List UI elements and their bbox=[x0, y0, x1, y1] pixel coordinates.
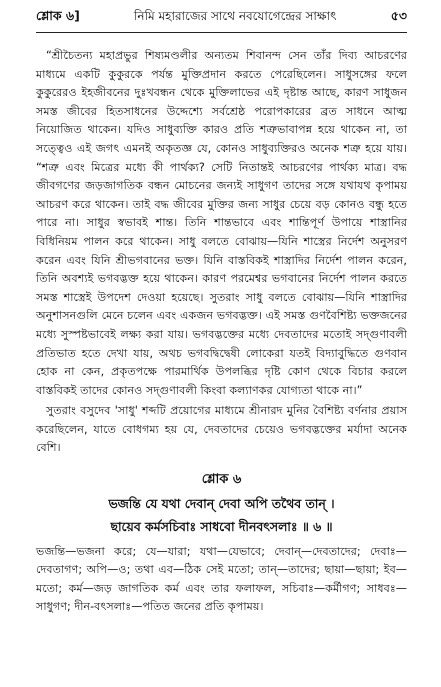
body-paragraph: সুতরাং বসুদেব 'সাধু' শব্দটি প্রয়োগের মাধ্যমে শ্রীনারদ মুনির বৈশিষ্ট্য বর্ণনার প্রয়াস করেছিলেন, যাতে বোধগম্য হয় যে, দেবতাদের চেয়েও ভগবদ্ভক্তের মর্যাদা অনেক বেশি। bbox=[36, 404, 407, 455]
chapter-title: নিমি মহারাজের সাথে নবযোগেন্দ্রের সাক্ষাৎ bbox=[134, 9, 337, 23]
running-header bbox=[36, 8, 407, 33]
verse-reference: শ্লোক ৬] bbox=[36, 8, 80, 23]
quoted-paragraph: “শ্রীচৈতন্য মহাপ্রভুর শিষ্যমণ্ডলীর অন্যতম শিবানন্দ সেন তাঁর দিব্য আচরণের মাধ্যমে একটি কুকুরকে পর্যন্ত মুক্তিপ্রদান করতে পেরেছিলেন। সাধুসঙ্গের ফলে কুকুরেরও ইহজীবনের দুঃখবন্ধন থেকে মুক্তিলাভের এই দৃষ্টান্ত আছে, কারণ সাধুজন সমস্ত জীবের হিতসাধনের উদ্দেশ্যে সর্বশ্রেষ্ঠ পরোপকারের ব্রত সাধনে আত্ম নিয়োজিত থাকেন। যদিও সাধুব্যক্তি কারও প্রতি শত্রুভাবাপন্ন হয়ে থাকেন না, তা সত্ত্বেও এই জগৎ এমনই অকৃতজ্ঞ যে, কোনও সাধুব্যক্তিরও অনেক শত্রু হয়ে যায়। “শত্রু এবং মিত্রের মধ্যে কী পার্থক্য? সেটি নিতান্তই আচরণের পার্থক্য মাত্র। বদ্ধ জীবগণের জড়জাগতিক বন্ধন মোচনের জন্যই সাধুগণ তাদের সঙ্গে যথাযথ কৃপাময় আচরণ করে থাকেন। তাই বদ্ধ জীবের মুক্তির জন্য সাধুর চেয়ে বড় কোনও বন্ধু হতে পারে না। সাধুর স্বভাবই শান্ত। তিনি শান্তভাবে এবং শান্তিপূর্ণ উপায়ে শাস্ত্রানির বিধিনিয়ম পালন করে থাকেন। সাধু বলতে বোঝায়—যিনি শাস্ত্রের নির্দেশ অনুসরণ করেন এবং যিনি শ্রীভগবানের ভক্ত। যিনি বাস্তবিকই শাস্ত্রাদির নির্দেশ পালন করেন, তিনি অবশ্যই ভগবদ্ভক্ত হয়ে থাকেন। কারণ পরমেশ্বর ভগবানের নির্দেশ পালন করতে সমস্ত শাস্ত্রেই উপদেশ দেওয়া হয়েছে। সুতরাং সাধু বলতে বোঝায়—যিনি শাস্ত্রাদির অনুশাসনগুলি মেনে চলেন এবং একজন ভগবদ্ভক্ত। এই সমস্ত গুণবৈশিষ্ট্য ভক্তজনের মধ্যে সুস্পষ্টভাবেই লক্ষ্য করা যায়। ভগবদ্ভক্তের মধ্যে দেবতাদের মতোই সদ্গুণাবলী প্রতিভাত হতে দেখা যায়, অথচ ভগবদ্বিদ্বেষী লোকেরা যতই বিদ্যাবুদ্ধিতে গুণবান হোক না কেন, প্রকৃতপক্ষে পারমার্থিক উপলব্ধির দৃষ্টি কোণ থেকে বিচার করলে বাস্তবিকই তাদের কোনও সদ্গুণাবলী কিংবা কল্যাণকর যোগ্যতা থাকে না।” bbox=[36, 49, 407, 397]
page-number: ৫৩ bbox=[390, 8, 407, 23]
verse-line-1: ভজন্তি যে যথা দেবান্ দেবা অপি তথৈব তান্ । bbox=[108, 496, 335, 512]
verse-line-2: ছায়েব কর্মসচিবাঃ সাধবো দীনবৎসলাঃ ॥ ৬ ॥ bbox=[110, 519, 333, 535]
verse-heading: শ্লোক ৬ bbox=[201, 472, 242, 488]
synonyms-paragraph: ভজন্তি—ভজনা করে; যে—যারা; যথা—যেভাবে; দেবান্—দেবতাদের; দেবাঃ—দেবতাগণ; অপি—ও; তথা এব—ঠিক সেই মতো; তান্—তাদের; ছায়া—ছায়া; ইব—মতো; কর্ম—জড় জাগতিক কর্ম এবং তার ফলাফল, সচিবাঃ—কর্মীগণ; সাধবঃ—সাধুগণ; দীন-বৎসলাঃ—পতিত জনের প্রতি কৃপাময়। bbox=[36, 545, 407, 614]
